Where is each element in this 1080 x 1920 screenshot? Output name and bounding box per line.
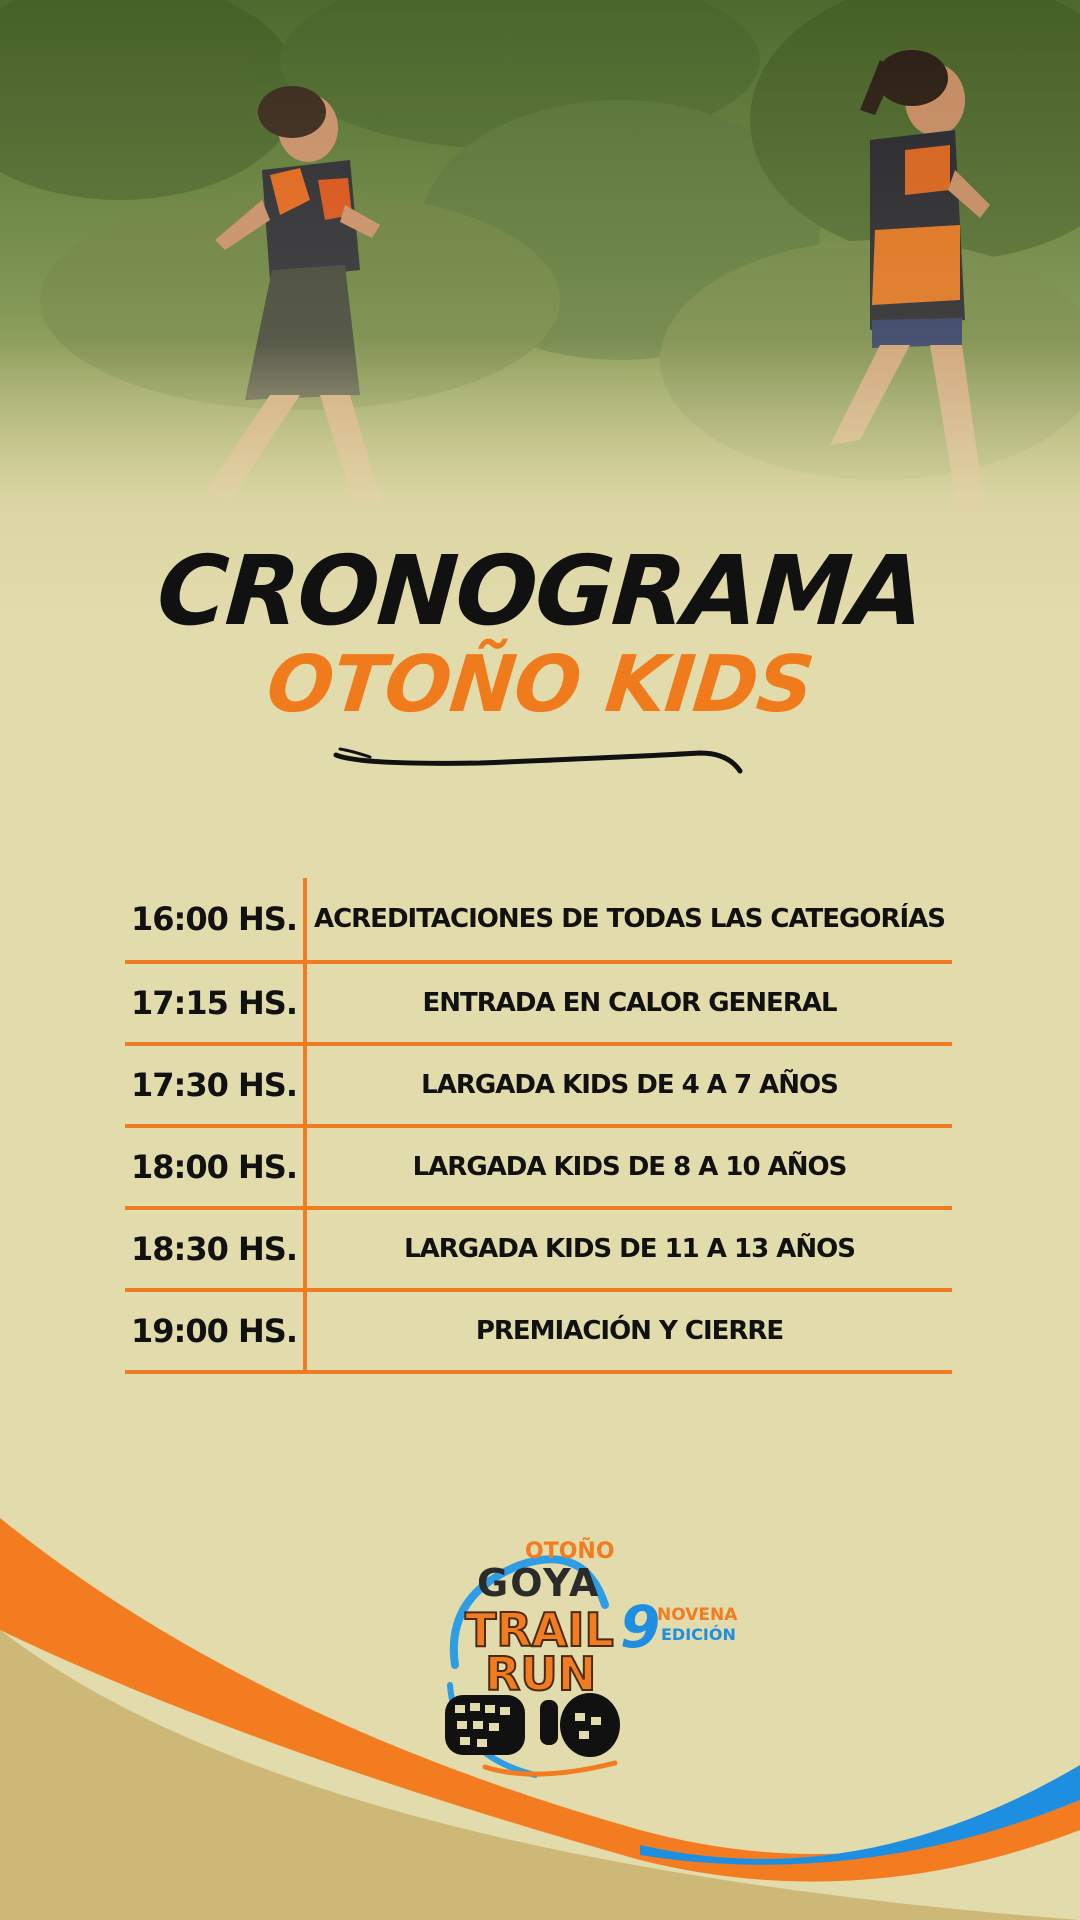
event-logo	[425, 1535, 765, 1785]
schedule-event: LARGADA KIDS DE 11 A 13 AÑOS	[404, 1234, 855, 1264]
schedule-table	[125, 878, 952, 1374]
schedule-time: 18:30 HS.	[131, 1230, 297, 1268]
schedule-row	[125, 1210, 952, 1292]
page-subtitle: OTOÑO KIDS	[262, 640, 818, 730]
page-title: CRONOGRAMA	[153, 535, 927, 647]
schedule-event: LARGADA KIDS DE 8 A 10 AÑOS	[412, 1152, 847, 1182]
header-photo	[0, 0, 1080, 620]
schedule-time: 19:00 HS.	[131, 1312, 297, 1350]
logo-season: OTOÑO	[525, 1539, 615, 1564]
schedule-event: LARGADA KIDS DE 4 A 7 AÑOS	[421, 1070, 838, 1100]
schedule-row	[125, 1128, 952, 1210]
logo-trail: TRAIL	[465, 1603, 614, 1657]
schedule-event: PREMIACIÓN Y CIERRE	[475, 1316, 784, 1346]
schedule-row	[125, 878, 952, 964]
schedule-time: 18:00 HS.	[131, 1148, 297, 1186]
schedule-row	[125, 964, 952, 1046]
brush-underline	[330, 735, 750, 775]
edition-word: NOVENA	[657, 1605, 738, 1625]
schedule-event: ENTRADA EN CALOR GENERAL	[422, 988, 837, 1018]
schedule-time: 17:30 HS.	[131, 1066, 297, 1104]
edition-number: 9	[620, 1593, 661, 1661]
logo-city: GOYA	[477, 1561, 601, 1605]
schedule-event: ACREDITACIONES DE TODAS LAS CATEGORÍAS	[313, 904, 946, 934]
schedule-time: 17:15 HS.	[131, 984, 297, 1022]
schedule-row	[125, 1046, 952, 1128]
edition-label: EDICIÓN	[661, 1625, 736, 1644]
schedule-row	[125, 1292, 952, 1374]
logo-run: RUN	[485, 1647, 597, 1701]
schedule-time: 16:00 HS.	[131, 900, 297, 938]
